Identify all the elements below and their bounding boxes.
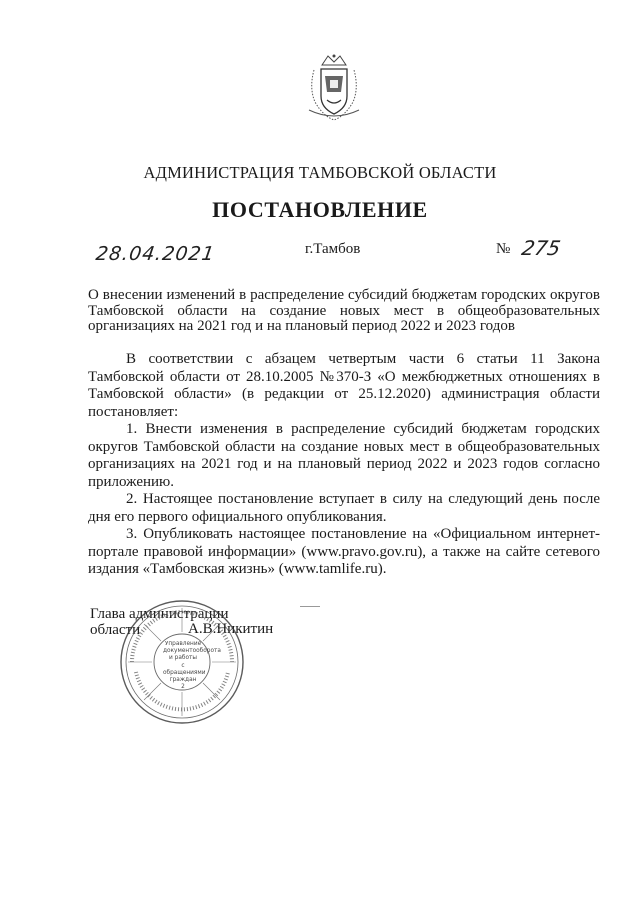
stamp-line: с обращениями xyxy=(163,662,206,676)
document-type-title: ПОСТАНОВЛЕНИЕ xyxy=(212,197,428,222)
stamp-line: граждан xyxy=(169,677,197,684)
document-number: 275 xyxy=(519,236,563,260)
signatory-title-line1: Глава администрации xyxy=(90,606,229,622)
signatory-title-line2: области xyxy=(90,622,141,638)
stamp-line: документооборота xyxy=(163,648,221,655)
stamp-line: и работы xyxy=(169,655,197,662)
stamp-line: 2 xyxy=(181,684,185,691)
document-subject: О внесении изменений в распределение субсидий бюджетам городских округов Тамбовской области на создание новых мест в общеобразовательных организациях на 2021 год и на плановый период 2022 и 2023 годов xyxy=(88,287,600,334)
clause-2: 2. Настоящее постановление вступает в силу на следующий день после дня его первого официального опубликования. xyxy=(88,491,600,525)
stamp-line: Управление xyxy=(164,641,202,647)
preamble-paragraph: В соответствии с абзацем четвертым части 6 статьи 11 Закона Тамбовской области от 28.10.2005 №370-З «О межбюджетных отношениях в Тамбовской области» (в редакции от 25.12.2020) администрация области постановляет: xyxy=(88,351,600,420)
clause-3: 3. Опубликовать настоящее постановление на «Официальном интернет-портале правовой информации» (www.pravo.gov.ru), а также на сайте сетевого издания «Тамбовская жизнь» (www.tamlife.ru). xyxy=(88,526,600,577)
signatory-name: А.В.Никитин xyxy=(188,621,274,637)
document-number-label: № xyxy=(496,241,511,257)
document-city: г.Тамбов xyxy=(305,241,361,257)
pen-mark xyxy=(300,606,320,607)
coat-of-arms-emblem xyxy=(305,50,363,122)
document-body xyxy=(88,351,600,579)
document-date: 28.04.2021 xyxy=(94,243,217,265)
clause-1: 1. Внести изменения в распределение субсидий бюджетам городских округов Тамбовской области на создание новых мест в общеобразовательных организациях на 2021 год и на плановый период 2022 и 2023 годов согласно приложению. xyxy=(88,421,600,490)
organization-title: АДМИНИСТРАЦИЯ ТАМБОВСКОЙ ОБЛАСТИ xyxy=(143,163,497,182)
stamp-inner-text xyxy=(163,641,221,691)
